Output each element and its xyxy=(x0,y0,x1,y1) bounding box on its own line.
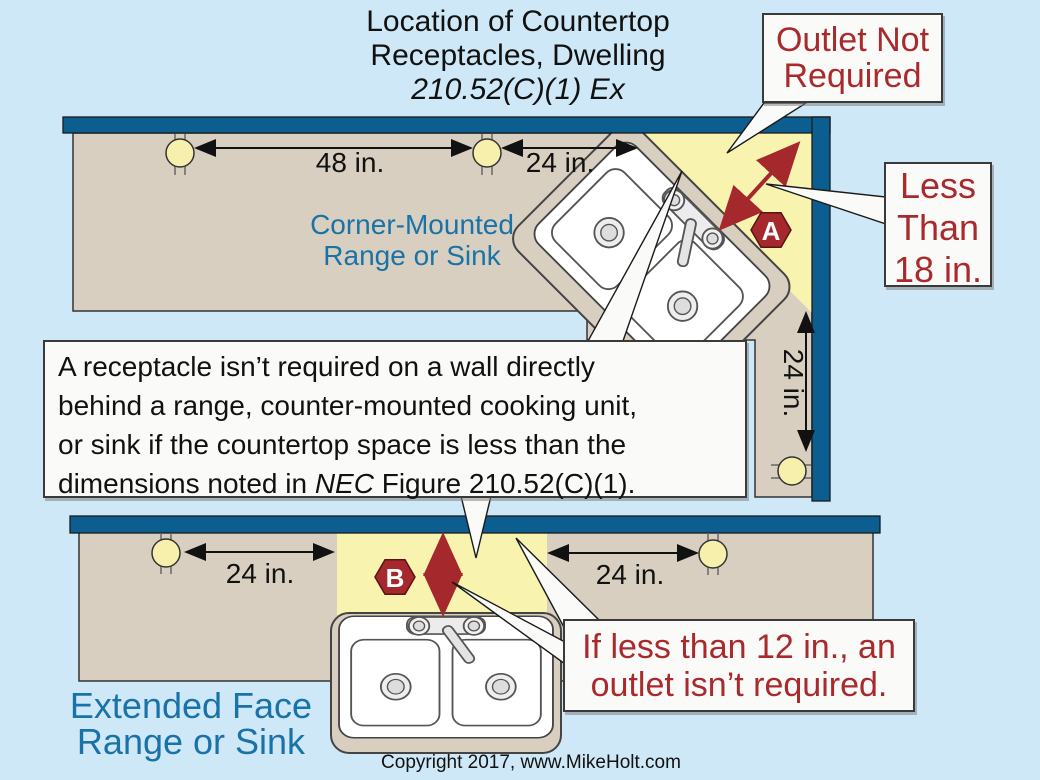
corner-mounted-label: Corner-Mounted Range or Sink xyxy=(310,209,514,271)
figure-title xyxy=(278,5,758,107)
dim-label-48: 48 in. xyxy=(315,147,385,178)
extended-face-sink xyxy=(339,616,553,738)
wall-top xyxy=(63,117,830,133)
nec-italic: NEC xyxy=(314,468,374,499)
dim-label-24-top: 24 in. xyxy=(525,147,595,178)
callout-main-note: A receptacle isn’t required on a wall directly behind a range, counter-mounted cooking unit, or sink if the countertop space is less than the dimensions noted in NEC Figure 210.52(C)(1). xyxy=(43,340,747,498)
copyright-notice: Copyright 2017, www.MikeHolt.com xyxy=(381,752,681,773)
dim-label-24-vertical: 24 in. xyxy=(778,348,809,418)
callout-less-than-18: Less Than 18 in. xyxy=(884,162,992,287)
wall-right xyxy=(812,117,830,501)
dim-label-24-bottom-right: 24 in. xyxy=(595,559,665,590)
marker-a-label: A xyxy=(761,216,781,246)
title-code-reference: 210.52(C)(1) Ex xyxy=(411,73,625,106)
title-line-2: Receptacles, Dwelling xyxy=(370,39,666,72)
callout-outlet-not-required: Outlet Not Required xyxy=(762,13,943,103)
callout-if-less-than-12: If less than 12 in., an outlet isn’t required. xyxy=(563,619,915,712)
extended-face-label: Extended Face Range or Sink xyxy=(69,685,313,762)
marker-b-label: B xyxy=(385,563,405,593)
dim-label-24-bottom-left: 24 in. xyxy=(225,558,295,589)
title-line-1: Location of Countertop xyxy=(366,5,670,38)
